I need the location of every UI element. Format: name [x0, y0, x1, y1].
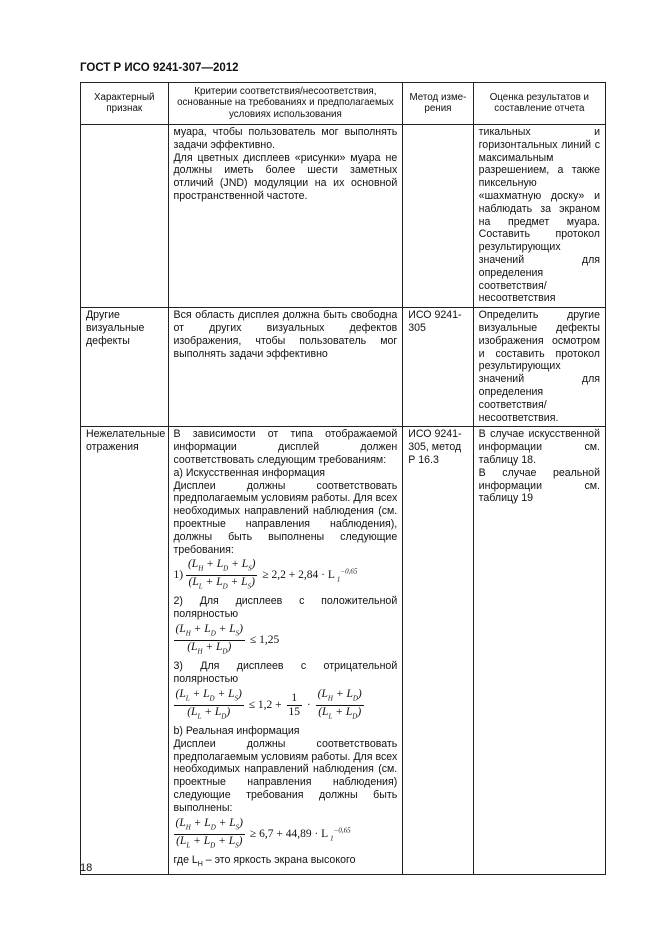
row1-method	[403, 125, 473, 308]
row2-evaluation: Определить другие визуальные дефекты изображения осмотром и составить протокол результирующих значений для определения соответствия/несоответствия.	[473, 308, 605, 427]
row3-a-title: а) Искусственная информация	[173, 466, 325, 479]
formula-2: $\frac{(L_H + L_D + L_S)}{(L_H + L_D)}$ ≤ 1,25	[175, 623, 280, 656]
row3-evaluation-a: В случае искусственной информации см. таблицу 18.	[478, 428, 600, 466]
header-criteria: Критерии соответствия/несоответствия, основанные на требованиях и предполагаемых условиях использования	[168, 83, 403, 125]
row1-criteria-p2: Для цветных дисплеев «рисунки» муара не должны иметь более шести заметных отличий (JND) модуляции на их основной пространственной частоте.	[173, 151, 398, 202]
row2-method: ИСО 9241-305	[403, 308, 473, 427]
table-row	[81, 125, 606, 308]
row3-a-text: Дисплеи должны соответствовать предполагаемым условиям работы. Для всех необходимых направлений наблюдения (см. проектные направления наблюдения), должны быть выполнены следующие требования:	[173, 479, 398, 556]
row3-method: ИСО 9241-305, метод Р 16.3	[403, 427, 473, 874]
table-row	[81, 308, 606, 427]
row3-item2: 2) Для дисплеев с положительной полярностью	[173, 595, 398, 621]
row3-intro: В зависимости от типа отображаемой информации дисплей должен соответствовать следующим требованиям:	[173, 428, 398, 466]
page-number: 18	[80, 862, 93, 874]
row3-feature: Нежелательные отражения	[81, 427, 169, 874]
row2-criteria: Вся область дисплея должна быть свободна от других визуальных дефектов изображения, чтобы пользователь мог выполнять задачи эффективно	[168, 308, 403, 427]
formula-3: $\frac{(L_L + L_D + L_S)}{(L_L + L_D)}$ ≤ 1,2 + $\frac{1}{15}$ · $\frac{(L_H + L_D)}{(L_L + L_D)}$	[175, 687, 362, 721]
row1-criteria	[168, 125, 403, 308]
document-header: ГОСТ Р ИСО 9241-307—2012	[80, 62, 239, 74]
row3-b-title: b) Реальная информация	[173, 725, 300, 738]
header-feature: Характерный признак	[81, 83, 169, 125]
row3-b-text: Дисплеи должны соответствовать предполагаемым условиям работы. Для всех необходимых направлений наблюдения (см. проектные направления наблюдения) следующие требования должны быть выполнены:	[173, 737, 398, 814]
row1-evaluation: тикальных и горизонтальных линий с максимальным разрешением, а также пиксельную «шахматную доску» и наблюдать за экраном на предмет муара. Составить протокол результирующих значений для определения соответствия/несоответствия	[473, 125, 605, 308]
row1-criteria-p1: муара, чтобы пользователь мог выполнять задачи эффективно.	[173, 126, 398, 151]
header-evaluation: Оценка результатов и составление отчета	[473, 83, 605, 125]
row3-evaluation-b: В случае реальной информации см. таблицу 19	[478, 466, 600, 505]
requirements-table	[80, 82, 606, 875]
row3-item3: 3) Для дисплеев с отрицательной полярностью	[173, 660, 398, 686]
row3-where: где $L_H$ – это яркость экрана высокого	[173, 853, 356, 868]
row3-criteria	[168, 427, 403, 874]
row3-evaluation	[473, 427, 605, 874]
formula-1: 1) $\frac{(L_H + L_D + L_S)}{(L_L + L_D + L_S)}$ ≥ 2,2 + 2,84 · L $_1^{-0,65}$	[173, 558, 358, 591]
row2-feature: Другие визуальные дефекты	[81, 308, 169, 427]
table-row	[81, 427, 606, 874]
table-header-row	[81, 83, 606, 125]
formula-4: $\frac{(L_H + L_D + L_S)}{(L_L + L_D + L_S)}$ ≥ 6,7 + 44,89 · L $_1^{-0,65}$	[175, 816, 351, 850]
row1-feature	[81, 125, 169, 308]
header-method: Метод изме-рения	[403, 83, 473, 125]
